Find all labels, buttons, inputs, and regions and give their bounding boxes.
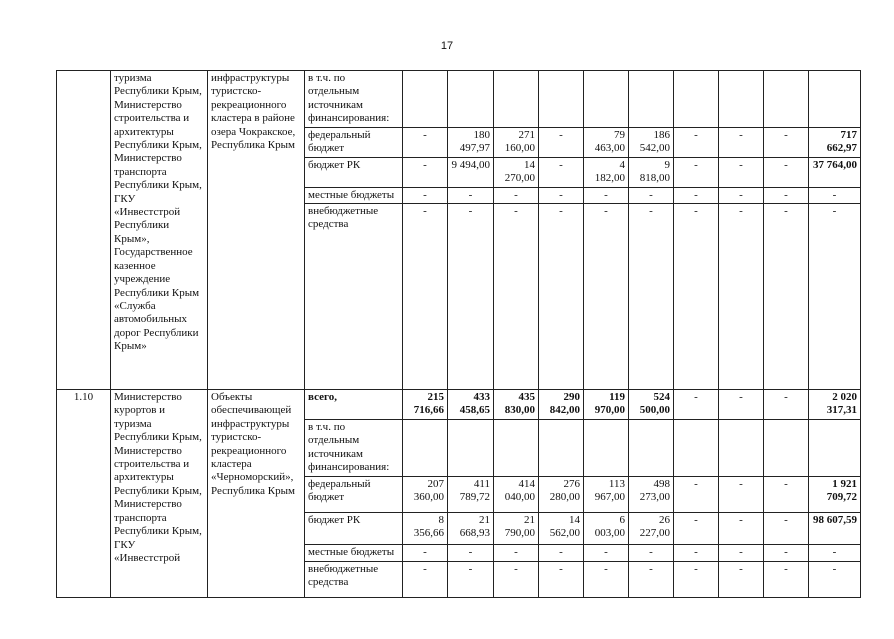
value-cell: 14 562,00 — [539, 512, 584, 544]
total-value-cell: 717 662,97 — [809, 128, 861, 158]
row-number-cell — [57, 71, 111, 390]
total-value-cell: - — [809, 561, 861, 597]
value-cell: - — [539, 128, 584, 158]
value-cell: - — [674, 544, 719, 561]
source-label: федеральный бюджет — [305, 128, 403, 158]
value-cell: - — [494, 544, 539, 561]
value-cell: - — [764, 187, 809, 203]
value-cell: 414 040,00 — [494, 476, 539, 512]
value-cell: 4 182,00 — [584, 157, 629, 187]
value-cell: - — [539, 544, 584, 561]
value-cell: 14 270,00 — [494, 157, 539, 187]
value-cell: - — [719, 187, 764, 203]
total-value-cell: - — [809, 204, 861, 390]
value-cell: - — [448, 187, 494, 203]
value-cell: 21 668,93 — [448, 512, 494, 544]
total-value-cell: - — [809, 187, 861, 203]
value-cell: - — [584, 544, 629, 561]
value-cell: - — [674, 128, 719, 158]
source-subheader: в т.ч. по отдельным источникам финансирования: — [305, 419, 403, 476]
value-cell: - — [764, 390, 809, 420]
value-cell: - — [719, 128, 764, 158]
value-cell: 215 716,66 — [403, 390, 448, 420]
object-cell: инфраструктуры туристско-рекреационного кластера в районе озера Чокракское, Республика Крым — [208, 71, 305, 390]
value-cell: - — [674, 187, 719, 203]
value-cell: - — [629, 561, 674, 597]
table-row — [57, 390, 861, 420]
value-cell: 180 497,97 — [448, 128, 494, 158]
total-value-cell: - — [809, 544, 861, 561]
value-cell: - — [494, 204, 539, 390]
total-value-cell: 2 020 317,31 — [809, 390, 861, 420]
value-cell: - — [403, 544, 448, 561]
value-cell: - — [403, 561, 448, 597]
value-cell: 186 542,00 — [629, 128, 674, 158]
value-cell: - — [403, 187, 448, 203]
value-cell: - — [448, 204, 494, 390]
value-cell: - — [719, 157, 764, 187]
value-cell: - — [539, 157, 584, 187]
value-cell: - — [719, 544, 764, 561]
value-cell: - — [674, 204, 719, 390]
value-cell: - — [448, 544, 494, 561]
value-cell: - — [674, 390, 719, 420]
value-cell: - — [674, 476, 719, 512]
value-cell: 524 500,00 — [629, 390, 674, 420]
value-cell: - — [539, 204, 584, 390]
source-label: местные бюджеты — [305, 187, 403, 203]
value-cell: 79 463,00 — [584, 128, 629, 158]
table-row — [57, 71, 861, 128]
source-label: внебюджетные средства — [305, 204, 403, 390]
value-cell: - — [764, 544, 809, 561]
total-value-cell: 37 764,00 — [809, 157, 861, 187]
value-cell: - — [764, 561, 809, 597]
executor-cell: туризма Республики Крым, Министерство строительства и архитектуры Республики Крым, Министерство транспорта Республики Крым, ГКУ «Инвестстрой Республики Крым», Государственное казенное учреждение Республики Крым «Служба автомобильных дорог Республики Крым» — [111, 71, 208, 390]
page-number: 17 — [440, 40, 454, 52]
source-label: внебюджетные средства — [305, 561, 403, 597]
value-cell: - — [764, 204, 809, 390]
value-cell: - — [719, 204, 764, 390]
source-label: местные бюджеты — [305, 544, 403, 561]
value-cell: - — [674, 512, 719, 544]
source-label: федеральный бюджет — [305, 476, 403, 512]
source-label: бюджет РК — [305, 512, 403, 544]
value-cell: - — [494, 561, 539, 597]
value-cell: - — [674, 157, 719, 187]
value-cell: - — [719, 561, 764, 597]
value-cell: - — [584, 561, 629, 597]
value-cell: 498 273,00 — [629, 476, 674, 512]
value-cell: 21 790,00 — [494, 512, 539, 544]
executor-cell: Министерство курортов и туризма Республики Крым, Министерство строительства и архитектуры Республики Крым, Министерство транспорта Республики Крым, ГКУ «Инвестстрой — [111, 390, 208, 598]
value-cell: 8 356,66 — [403, 512, 448, 544]
value-cell: 113 967,00 — [584, 476, 629, 512]
value-cell: 9 818,00 — [629, 157, 674, 187]
value-cell: 271 160,00 — [494, 128, 539, 158]
value-cell: 276 280,00 — [539, 476, 584, 512]
value-cell: - — [719, 476, 764, 512]
value-cell: - — [719, 512, 764, 544]
value-cell: 9 494,00 — [448, 157, 494, 187]
object-cell: Объекты обеспечивающей инфраструктуры туристско-рекреационного кластера «Черноморский», Республика Крым — [208, 390, 305, 598]
value-cell: - — [764, 512, 809, 544]
value-cell: - — [448, 561, 494, 597]
value-cell: - — [494, 187, 539, 203]
value-cell: 290 842,00 — [539, 390, 584, 420]
value-cell: 207 360,00 — [403, 476, 448, 512]
value-cell: - — [629, 187, 674, 203]
value-cell: - — [584, 187, 629, 203]
value-cell: - — [403, 128, 448, 158]
row-number-cell: 1.10 — [57, 390, 111, 598]
total-value-cell: 1 921 709,72 — [809, 476, 861, 512]
value-cell: - — [764, 157, 809, 187]
value-cell: - — [764, 128, 809, 158]
total-label: всего, — [305, 390, 403, 420]
value-cell: - — [629, 544, 674, 561]
total-value-cell: 98 607,59 — [809, 512, 861, 544]
source-subheader: в т.ч. по отдельным источникам финансирования: — [305, 71, 403, 128]
value-cell: - — [403, 157, 448, 187]
value-cell: 433 458,65 — [448, 390, 494, 420]
value-cell: - — [674, 561, 719, 597]
budget-table — [56, 70, 861, 598]
value-cell: - — [584, 204, 629, 390]
value-cell: - — [629, 204, 674, 390]
value-cell: 26 227,00 — [629, 512, 674, 544]
value-cell: - — [539, 187, 584, 203]
value-cell: - — [719, 390, 764, 420]
value-cell: 435 830,00 — [494, 390, 539, 420]
source-label: бюджет РК — [305, 157, 403, 187]
value-cell: - — [403, 204, 448, 390]
value-cell: 6 003,00 — [584, 512, 629, 544]
value-cell: 119 970,00 — [584, 390, 629, 420]
value-cell: - — [539, 561, 584, 597]
value-cell: 411 789,72 — [448, 476, 494, 512]
value-cell: - — [764, 476, 809, 512]
